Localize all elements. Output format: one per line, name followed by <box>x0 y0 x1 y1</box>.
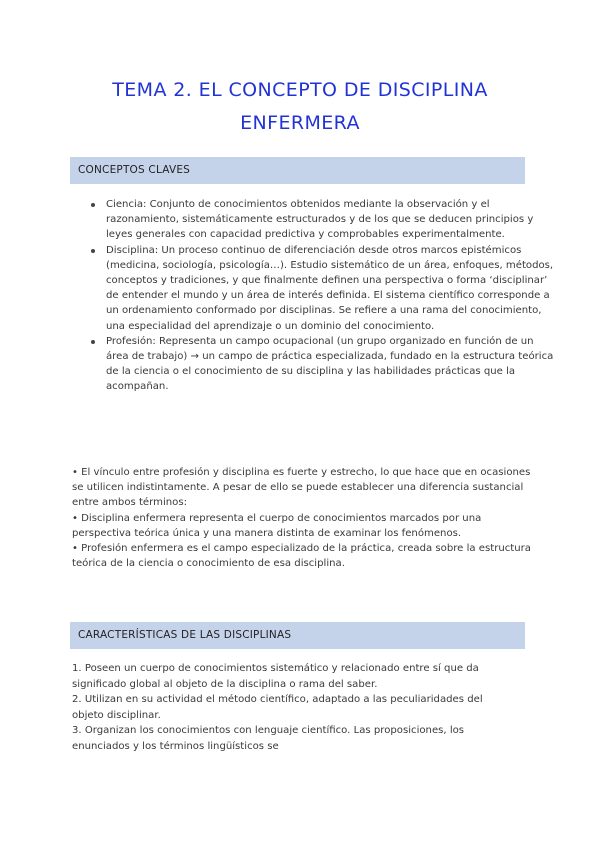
section-heading-caracteristicas: CARACTERÍSTICAS DE LAS DISCIPLINAS <box>70 622 525 649</box>
list-item-disciplina: Disciplina: Un proceso continuo de diferenciación desde otros marcos epistémicos (medicina, sociología, psicología…). Estudio sistemático de un área, enfoques, métodos, conceptos y tradiciones, y que finalmente definen una perspectiva o forma ‘disciplinar’ de entender el mundo y un área de interés definida. El sistema científico corresponde a un ordenamiento conformado por disciplinas. Se refiere a una rama del conocimiento, una especialidad del aprendizaje o un dominio del conocimiento. <box>106 243 558 334</box>
paragraph-vinculo: • El vínculo entre profesión y disciplina es fuerte y estrecho, lo que hace que en ocasiones se utilicen indistintamente. A pesar de ello se puede establecer una diferencia sustancial entre ambos términos: <box>72 467 531 509</box>
explanatory-paragraphs <box>72 465 532 571</box>
characteristics-list <box>72 661 492 755</box>
section-heading-conceptos-claves: CONCEPTOS CLAVES <box>70 157 525 184</box>
key-concepts-list <box>78 197 558 395</box>
list-item-profesion: Profesión: Representa un campo ocupacional (un grupo organizado en función de un área de trabajo) → un campo de práctica especializada, fundado en la estructura teórica de la ciencia o el conocimiento de su disciplina y las habilidades prácticas que la acompañan. <box>106 334 558 395</box>
characteristic-item-1: 1. Poseen un cuerpo de conocimientos sistemático y relacionado entre sí que da significado global al objeto de la disciplina o rama del saber. <box>72 663 479 690</box>
paragraph-profesion-enfermera: • Profesión enfermera es el campo especializado de la práctica, creada sobre la estructura teórica de la ciencia o conocimiento de esa disciplina. <box>72 543 531 570</box>
characteristic-item-3: 3. Organizan los conocimientos con lenguaje científico. Las proposiciones, los enunciados y los términos lingüísticos se <box>72 725 465 752</box>
list-item-ciencia: Ciencia: Conjunto de conocimientos obtenidos mediante la observación y el razonamiento, sistemáticamente estructurados y de los que se deducen principios y leyes generales con capacidad predictiva y comprobables experimentalmente. <box>106 197 558 243</box>
page-title: TEMA 2. EL CONCEPTO DE DISCIPLINA ENFERMERA <box>112 79 488 134</box>
paragraph-disciplina-enfermera: • Disciplina enfermera representa el cuerpo de conocimientos marcados por una perspectiva teórica única y una manera distinta de examinar los fenómenos. <box>72 512 482 539</box>
characteristic-item-2: 2. Utilizan en su actividad el método científico, adaptado a las peculiaridades del objeto disciplinar. <box>72 694 483 721</box>
